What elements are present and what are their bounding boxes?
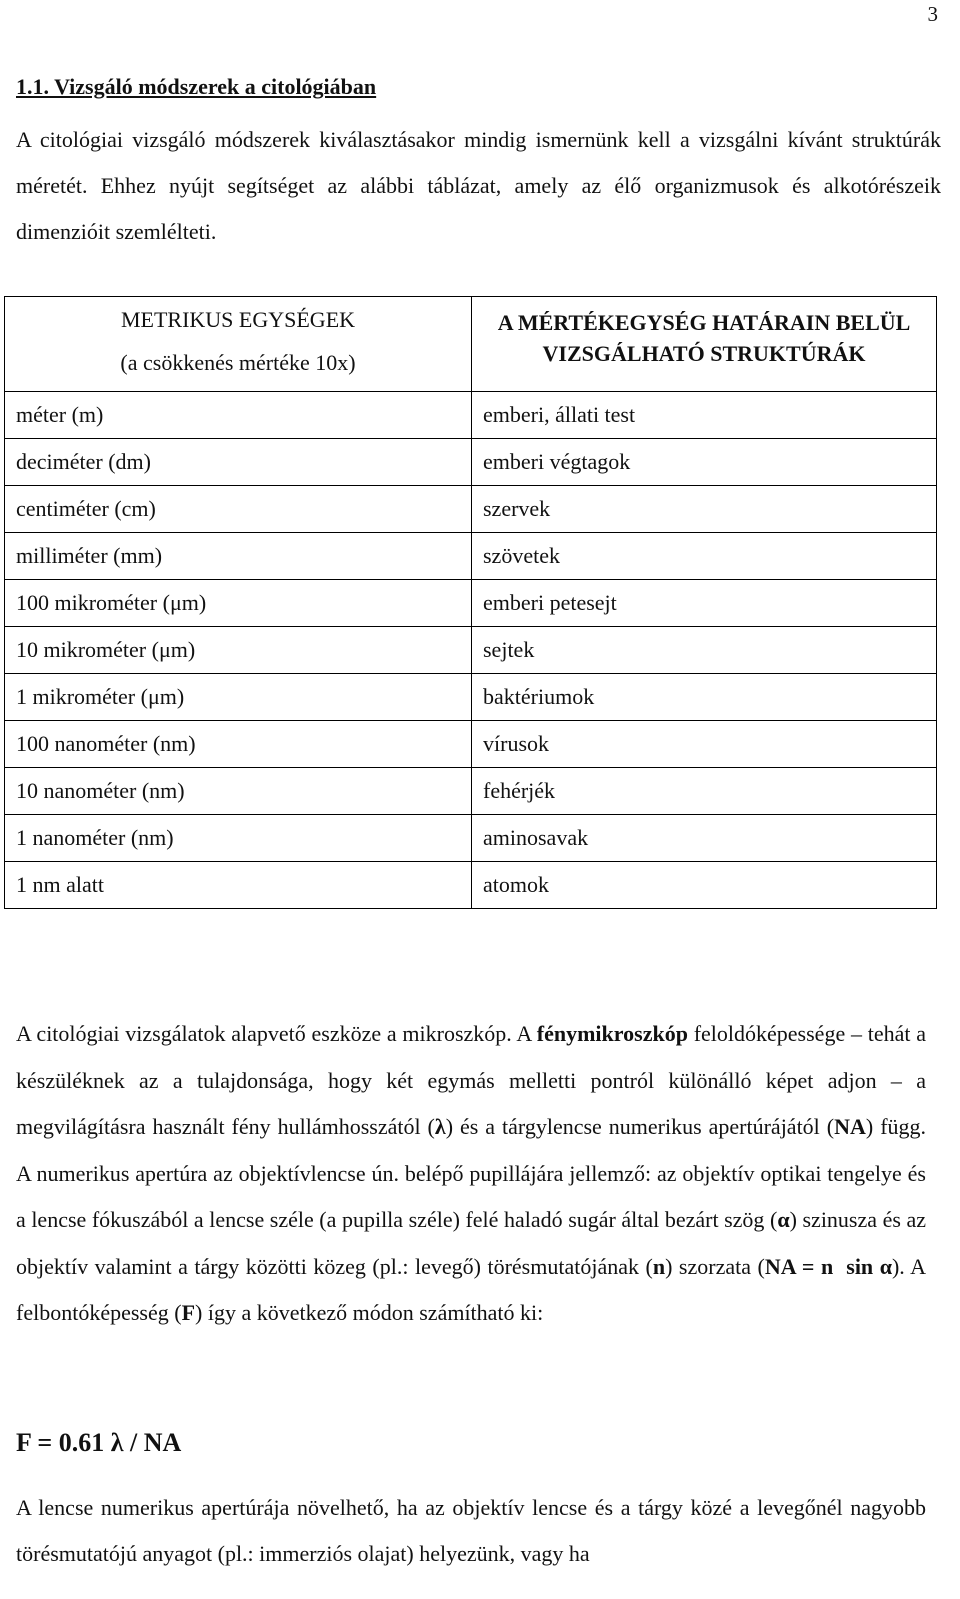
table-row [5,580,937,627]
unit-cell: 1 nm alatt [5,862,472,909]
structure-cell: emberi végtagok [472,439,937,486]
structure-cell: atomok [472,862,937,909]
table-row [5,862,937,909]
unit-cell: 10 mikrométer (μm) [5,627,472,674]
p-bold-equation: NA = n sin α [764,1253,892,1279]
unit-cell: deciméter (dm) [5,439,472,486]
table-row [5,392,937,439]
last-paragraph: A lencse numerikus apertúrája növelhető, ha az objektív lencse és a tárgy közé a levegőnél nagyobb törésmutatójú anyagot (pl.: immerziós olajat) helyezünk, vagy ha [16,1495,926,1566]
structure-cell: sejtek [472,627,937,674]
unit-cell: 100 mikrométer (μm) [5,580,472,627]
intro-paragraph: A citológiai vizsgáló módszerek kiválasztásakor mindig ismernünk kell a vizsgálni kívánt struktúrák méretét. Ehhez nyújt segítséget az alábbi táblázat, amely az élő organizmusok és alkotórészeik dimenzióit szemlélteti. [16,127,941,244]
table-header-row [5,297,937,392]
table-row [5,674,937,721]
left-header-subtitle: (a csökkenés mértéke 10x) [120,350,356,375]
p-text: A citológiai vizsgálatok alapvető eszköze a mikroszkóp. A [16,1021,537,1046]
right-header-title: A MÉRTÉKEGYSÉG HATÁRAIN BELÜL VIZSGÁLHATÓ STRUKTÚRÁK [497,310,911,366]
table-row [5,439,937,486]
metric-units-table [4,296,937,909]
page-number: 3 [927,2,938,26]
p-bold-f: F [181,1300,196,1325]
structure-cell: emberi, állati test [472,392,937,439]
structure-cell: szövetek [472,533,937,580]
structure-cell: aminosavak [472,815,937,862]
p-text: ) és a tárgylencse numerikus apertúrájától ( [445,1114,835,1139]
table-row [5,721,937,768]
unit-cell: méter (m) [5,392,472,439]
p-bold-fenymikroszkop: fénymikroszkóp [536,1021,688,1046]
p-text: feloldóképessége – tehát a készüléknek az a tulajdonsága, hogy két egymás melletti pontról különálló képet adjon – a megvilágításra használt fény hullámhosszától ( [16,1021,927,1139]
table-row [5,533,937,580]
structure-cell: szervek [472,486,937,533]
resolution-formula: F = 0.61 λ / NA [16,1428,182,1457]
p-bold-n: n [652,1253,666,1279]
microscope-paragraph [16,1011,926,1337]
structure-cell: baktériumok [472,674,937,721]
p-text: ) szinusza és az objektív valamint a tárgy közötti közeg (pl.: levegő) törésmutatójának ( [16,1207,926,1279]
table-row [5,768,937,815]
left-header-cell [5,297,472,392]
unit-cell: 100 nanométer (nm) [5,721,472,768]
structure-cell: fehérjék [472,768,937,815]
right-header-cell [472,297,937,392]
unit-cell: 1 nanométer (nm) [5,815,472,862]
table-row [5,815,937,862]
left-header-title: METRIKUS EGYSÉGEK [120,307,356,332]
structure-cell: emberi petesejt [472,580,937,627]
structure-cell: vírusok [472,721,937,768]
p-bold-lambda: λ [434,1114,446,1139]
p-text: ) így a következő módon számítható ki: [195,1300,544,1325]
p-text: ) szorzata ( [665,1253,765,1279]
unit-cell: 10 nanométer (nm) [5,768,472,815]
table-row [5,486,937,533]
p-text: ). A felbontóképesség ( [16,1253,927,1325]
section-title: 1.1. Vizsgáló módszerek a citológiában [16,74,377,99]
p-text: ) függ. A numerikus apertúra az objektívlencse ún. belépő pupillájára jellemző: az objektív optikai tengelye és a lencse fókuszából a lencse széle (a pupilla széle) felé haladó sugár által bezárt szög ( [16,1114,927,1232]
p-bold-alpha: α [777,1207,790,1232]
p-bold-na: NA [834,1114,866,1139]
table-row [5,627,937,674]
unit-cell: milliméter (mm) [5,533,472,580]
unit-cell: 1 mikrométer (μm) [5,674,472,721]
unit-cell: centiméter (cm) [5,486,472,533]
